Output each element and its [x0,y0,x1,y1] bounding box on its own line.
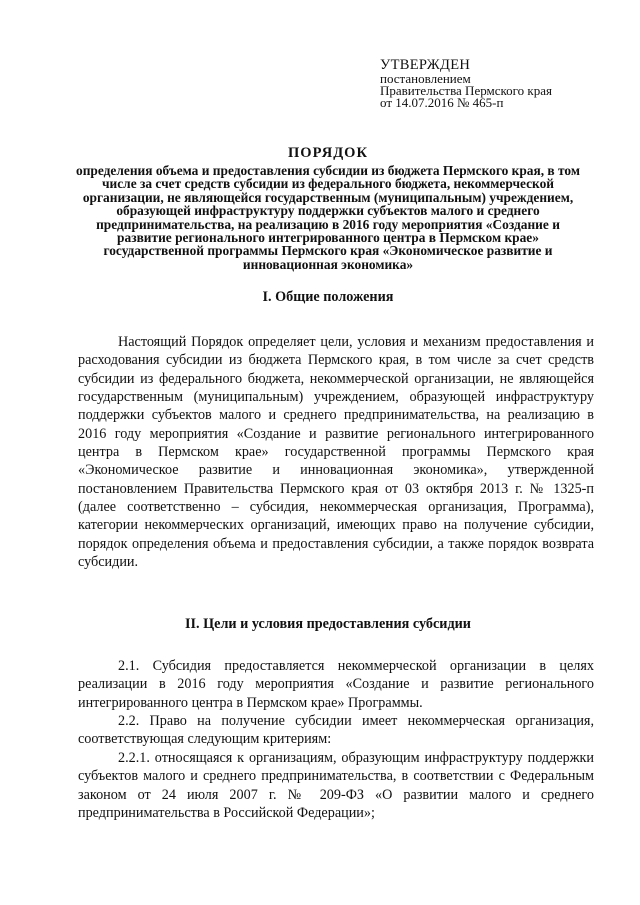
approval-line-3: от 14.07.2016 № 465-п [380,95,504,110]
section-2-heading: II. Цели и условия предоставления субсидии [185,616,471,632]
document-title: ПОРЯДОК [288,145,368,161]
document-title-block [70,145,586,271]
approval-line-1: постановлением [380,71,471,86]
approval-stamp [380,58,552,109]
section-1-heading: I. Общие положения [262,289,394,305]
document-subtitle: определения объема и предоставления субсидии из бюджета Пермского края, в том числе за счет средств субсидии из федерального бюджета, некоммерческой организации, не являющейся государственным (муниципальным) учреждением, образующей инфраструктуру поддержки субъектов малого и среднего предпринимательства, на реализацию в 2016 году мероприятия «Создание и развитие регионального интегрированного центра в Пермском крае» государственной программы Пермского края «Экономическое развитие и инновационная экономика» [76,163,580,272]
approval-line-2: Правительства Пермского края [380,83,552,98]
section-2-paragraph-2: 2.2. Право на получение субсидии имеет некоммерческая организация, соответствующая следующим критериям: [78,713,594,748]
section-2-paragraph-1: 2.1. Субсидия предоставляется некоммерческой организации в целях реализации в 2016 году мероприятия «Создание и развитие регионального интегрированного центра в Пермском крае» Программы. [78,658,594,711]
section-2-paragraph-3: 2.2.1. относящаяся к организациям, образующим инфраструктуру поддержки субъектов малого и среднего предпринимательства, в соответствии с Федеральным законом от 24 июля 2007 г. № 209-ФЗ «О развитии малого и среднего предпринимательства в Российской Федерации»; [78,750,594,822]
section-1-paragraph-1: Настоящий Порядок определяет цели, условия и механизм предоставления и расходования субсидии из бюджета Пермского края, в том числе за счет средств субсидии из федерального бюджета, некоммерческой организации, не являющейся государственным (муниципальным) учреждением, образующей инфраструктуру поддержки субъектов малого и среднего предпринимательства, на реализацию в 2016 году мероприятия «Создание и развитие регионального интегрированного центра в Пермском крае» государственной программы Пермского края «Экономическое развитие и инновационная экономика», утвержденной постановлением Правительства Пермского края от 03 октября 2013 г. № 1325-п (далее соответственно – субсидия, некоммерческая организация, Программа), категории некоммерческих организаций, имеющих право на получение субсидии, порядок определения объема и предоставления субсидии, а также порядок возврата субсидии. [78,334,594,571]
approval-title: УТВЕРЖДЕН [380,57,471,73]
